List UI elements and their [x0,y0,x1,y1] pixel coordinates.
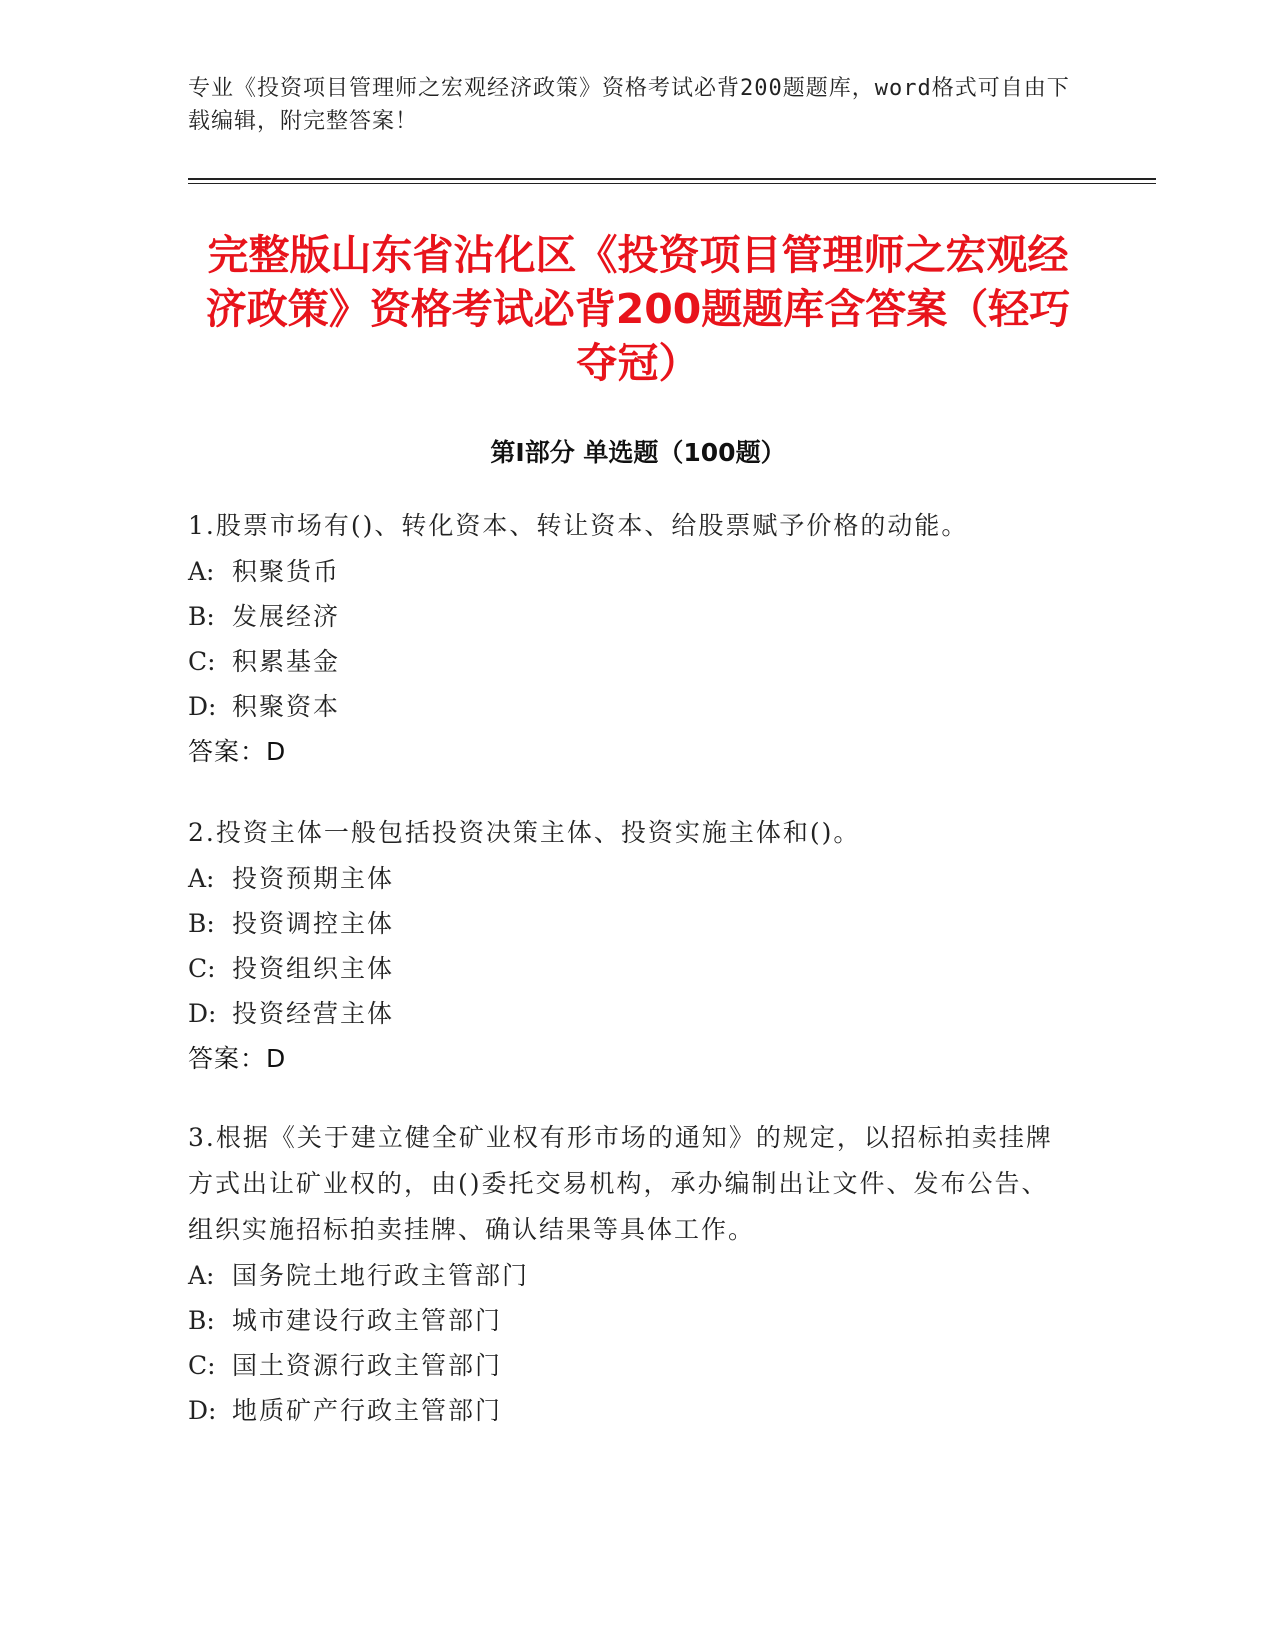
option-text: 国土资源行政主管部门 [232,1351,503,1380]
option-d [188,991,1068,1036]
option-text: 城市建设行政主管部门 [232,1306,503,1335]
option-letter: C: [188,1351,216,1380]
option-text: 投资预期主体 [232,864,395,893]
answer: 答案：D [188,1044,287,1073]
option-text: 发展经济 [232,602,341,631]
option-a [188,549,1068,594]
header-note: 专业《投资项目管理师之宏观经济政策》资格考试必背200题题库，word格式可自由下载编辑，附完整答案！ [188,76,1070,134]
option-text: 积聚货币 [232,557,341,586]
option-d [188,684,1068,729]
option-text: 地质矿产行政主管部门 [232,1396,503,1425]
answer: 答案：D [188,737,287,766]
question-stem: 3.根据《关于建立健全矿业权有形市场的通知》的规定，以招标拍卖挂牌方式出让矿业权的，由()委托交易机构，承办编制出让文件、发布公告、组织实施招标拍卖挂牌、确认结果等具体工作。 [188,1123,1053,1244]
option-letter: B: [188,1306,215,1335]
option-letter: D: [188,999,217,1028]
option-letter: C: [188,954,216,983]
section-title: 第Ⅰ部分 单选题（100题） [490,438,786,467]
option-text: 投资调控主体 [232,909,395,938]
option-letter: D: [188,1396,217,1425]
option-letter: A: [188,864,215,893]
option-b [188,1298,1068,1343]
question-stem: 1.股票市场有()、转化资本、转让资本、给股票赋予价格的动能。 [188,511,969,540]
header-divider-thin [188,183,1156,184]
option-d [188,1388,1068,1433]
header-divider-thick [188,178,1156,180]
option-text: 投资经营主体 [232,999,395,1028]
option-a [188,1253,1068,1298]
option-text: 积聚资本 [232,692,341,721]
option-a [188,856,1068,901]
option-letter: A: [188,557,215,586]
option-letter: D: [188,692,217,721]
option-letter: B: [188,909,215,938]
option-c [188,639,1068,684]
option-b [188,901,1068,946]
option-letter: B: [188,602,215,631]
question-3 [188,1115,1068,1433]
option-letter: C: [188,647,216,676]
option-c [188,946,1068,991]
question-stem: 2.投资主体一般包括投资决策主体、投资实施主体和()。 [188,818,861,847]
option-text: 国务院土地行政主管部门 [232,1261,530,1290]
option-b [188,594,1068,639]
option-c [188,1343,1068,1388]
document-title: 完整版山东省沾化区《投资项目管理师之宏观经济政策》资格考试必背200题题库含答案（轻巧夺冠） [205,231,1071,387]
option-letter: A: [188,1261,215,1290]
option-text: 积累基金 [232,647,341,676]
question-1 [188,503,1068,775]
option-text: 投资组织主体 [232,954,395,983]
question-2 [188,810,1068,1082]
